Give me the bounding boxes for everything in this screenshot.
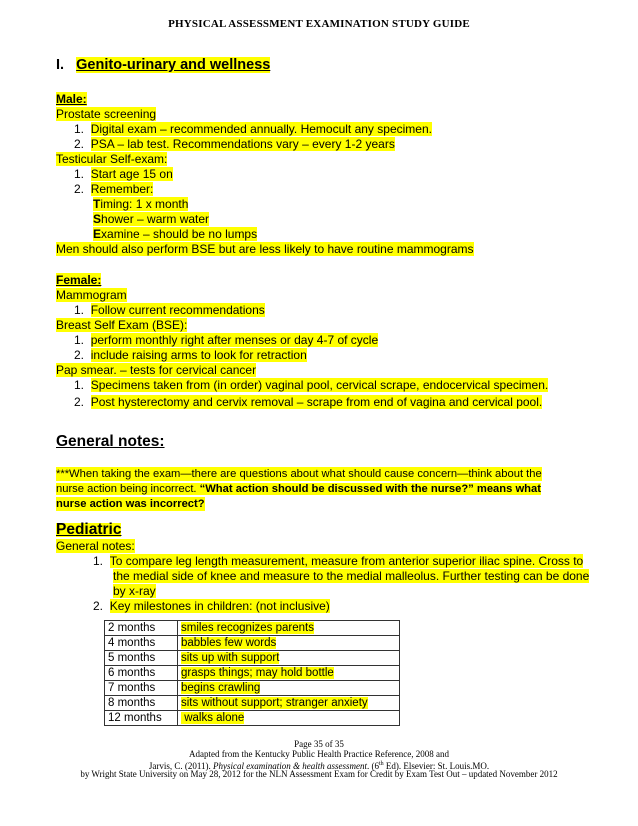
footer-book-title: Physical examination & health assessment [213, 761, 367, 771]
skill-text: smiles recognizes parents [181, 621, 314, 634]
note-emphasis: “What action should be discussed with the nurse?” means what [199, 483, 541, 495]
mnemonic-line [93, 197, 188, 211]
prostate-heading: Prostate screening [56, 107, 157, 121]
list-number: 1. [74, 303, 91, 317]
footer-text: Jarvis, C. (2011). [148, 761, 213, 771]
note-line [56, 482, 541, 496]
section-title-text: Genito-urinary and wellness [76, 57, 271, 73]
age-cell: 7 months [105, 681, 178, 696]
section-title [56, 58, 270, 72]
milestones-table [104, 620, 400, 726]
list-item [74, 348, 307, 362]
general-notes-title: General notes: [56, 433, 165, 450]
men-bse-note: Men should also perform BSE but are less likely to have routine mammograms [56, 242, 474, 256]
list-item [74, 122, 432, 136]
table-row [105, 621, 400, 636]
list-item [74, 137, 395, 151]
mnemonic-text: hower – warm water [101, 212, 210, 226]
mnemonic-letter: E [93, 227, 102, 241]
footer-text: . (6 [366, 761, 379, 771]
list-text: Key milestones in children: (not inclusive) [109, 599, 330, 613]
list-text: Digital exam – recommended annually. Hemocult any specimen. [90, 122, 432, 136]
list-item [74, 378, 548, 392]
skill-text: walks alone [181, 711, 245, 724]
pediatric-subtitle: General notes: [56, 539, 135, 553]
list-text: include raising arms to look for retraction [90, 348, 307, 362]
list-text: by x-ray [113, 584, 156, 598]
footer-sup: th [378, 761, 384, 767]
skill-cell [178, 651, 400, 666]
skill-cell [178, 666, 400, 681]
list-text: Remember: [90, 182, 154, 196]
mammogram-heading: Mammogram [56, 288, 127, 302]
list-number: 2. [74, 137, 91, 151]
note-emphasis: nurse action was incorrect? [56, 498, 205, 510]
mnemonic-text: iming: 1 x month [100, 197, 189, 211]
footer-text: Ed). Elsevier: St. Louis.MO. [383, 761, 490, 771]
skill-text: sits up with support [181, 651, 280, 664]
skill-cell [178, 696, 400, 711]
list-text: Start age 15 on [90, 167, 173, 181]
note-line: ***When taking the exam—there are questions about what should cause concern—think about the [56, 468, 542, 480]
skill-text: babbles few words [181, 636, 277, 649]
age-cell: 8 months [105, 696, 178, 711]
list-text: To compare leg length measurement, measure from anterior superior iliac spine. Cross to [109, 554, 584, 568]
age-cell: 2 months [105, 621, 178, 636]
list-text: Follow current recommendations [90, 303, 265, 317]
table-row [105, 636, 400, 651]
table-row [105, 696, 400, 711]
page-header: PHYSICAL ASSESSMENT EXAMINATION STUDY GUIDE [168, 18, 470, 30]
skill-cell [178, 681, 400, 696]
age-cell: 5 months [105, 651, 178, 666]
female-label: Female: [56, 273, 102, 287]
section-number: I. [56, 57, 65, 73]
list-text: PSA – lab test. Recommendations vary – every 1-2 years [90, 137, 395, 151]
list-number: 2. [74, 348, 91, 362]
skill-cell [178, 621, 400, 636]
pap-heading: Pap smear. – tests for cervical cancer [56, 363, 257, 377]
list-number: 2. [74, 182, 91, 196]
age-cell: 12 months [105, 711, 178, 726]
list-number: 1. [74, 378, 91, 392]
page-number: Page 35 of 35 [294, 739, 344, 749]
skill-text: grasps things; may hold bottle [181, 666, 334, 679]
mnemonic-line [93, 212, 209, 226]
footer-line: Adapted from the Kentucky Public Health Practice Reference, 2008 and [189, 749, 449, 759]
list-text: Specimens taken from (in order) vaginal pool, cervical scrape, endocervical specimen. [90, 378, 549, 392]
list-text: the medial side of knee and measure to the medial malleolus. Further testing can be done [113, 569, 590, 583]
list-item [74, 182, 153, 196]
pediatric-title: Pediatric [56, 521, 122, 538]
list-number: 2. [93, 599, 110, 613]
mnemonic-letter: T [93, 197, 101, 211]
list-number: 1. [93, 554, 110, 568]
list-item [74, 167, 173, 181]
age-cell: 4 months [105, 636, 178, 651]
list-text: perform monthly right after menses or day 4-7 of cycle [90, 333, 379, 347]
list-item [93, 554, 583, 568]
skill-text: sits without support; stranger anxiety [181, 696, 368, 709]
bse-heading: Breast Self Exam (BSE): [56, 318, 188, 332]
table-row [105, 681, 400, 696]
list-number: 2. [74, 395, 91, 409]
list-number: 1. [74, 167, 91, 181]
skill-cell [178, 636, 400, 651]
mnemonic-line [93, 227, 257, 241]
list-item [93, 599, 330, 613]
male-label: Male: [56, 92, 87, 106]
mnemonic-text: xamine – should be no lumps [101, 227, 258, 241]
list-item [74, 303, 265, 317]
testicular-heading: Testicular Self-exam: [56, 152, 168, 166]
list-item [74, 395, 542, 409]
table-row [105, 666, 400, 681]
list-number: 1. [74, 122, 91, 136]
footer-line: by Wright State University on May 28, 2012 for the NLN Assessment Exam for Credit by Exam Test Out – updated November 2012 [80, 769, 558, 779]
age-cell: 6 months [105, 666, 178, 681]
mnemonic-letter: S [93, 212, 102, 226]
list-text: Post hysterectomy and cervix removal – scrape from end of vagina and cervical pool. [90, 395, 543, 409]
note-text: nurse action being incorrect. [56, 483, 200, 495]
skill-cell [178, 711, 400, 726]
list-item [74, 333, 378, 347]
list-number: 1. [74, 333, 91, 347]
skill-text: begins crawling [181, 681, 261, 694]
table-row [105, 711, 400, 726]
table-row [105, 651, 400, 666]
